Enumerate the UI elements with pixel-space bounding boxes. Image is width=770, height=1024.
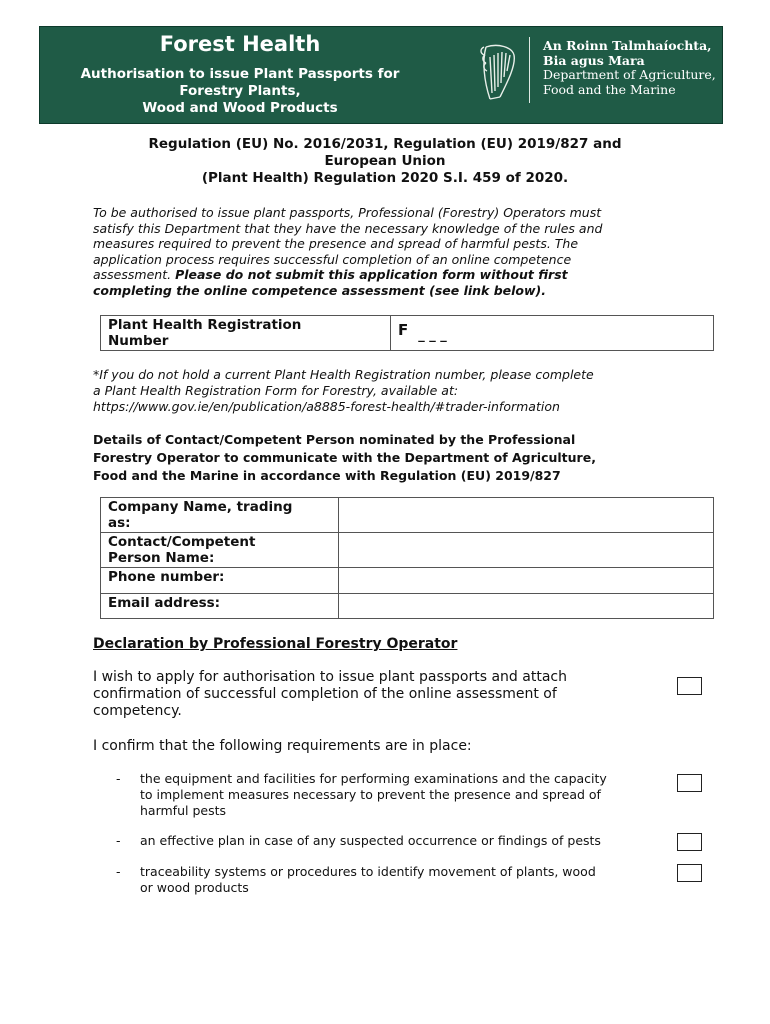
intro-line: measures required to prevent the presence and spread of harmful pests. The	[93, 236, 579, 251]
intro-paragraph	[93, 205, 693, 298]
requirement-line: to implement measures necessary to prevent the presence and spread of	[140, 787, 601, 802]
harp-icon	[478, 41, 518, 103]
company-name-field[interactable]	[339, 498, 714, 533]
apply-checkbox[interactable]	[677, 677, 702, 695]
label-line: Phone number:	[108, 569, 225, 585]
phone-number-field[interactable]	[339, 568, 714, 594]
email-address-label	[101, 594, 339, 619]
intro-line: satisfy this Department that they have the necessary knowledge of the rules and	[93, 220, 603, 236]
intro-warning: completing the online competence assessment (see link below).	[93, 282, 547, 298]
contact-details-heading	[93, 431, 693, 485]
registration-placeholder: _ _ _	[418, 328, 447, 343]
company-name-label	[101, 498, 339, 533]
regulation-line: Regulation (EU) No. 2016/2031, Regulation (EU) 2019/827 and	[148, 136, 622, 152]
intro-text: assessment.	[93, 267, 172, 282]
regulation-line: European Union	[324, 153, 446, 169]
requirement-line: harmful pests	[140, 803, 226, 818]
email-address-field[interactable]	[339, 594, 714, 619]
requirement-line: or wood products	[140, 880, 249, 895]
label-line: Company Name, trading	[108, 499, 293, 515]
details-line: Forestry Operator to communicate with the Department of Agriculture,	[93, 450, 596, 465]
requirement-item	[140, 864, 675, 896]
department-english-line: Food and the Marine	[543, 81, 676, 97]
bullet-marker: -	[116, 833, 121, 848]
apply-line: I wish to apply for authorisation to issue plant passports and attach	[93, 669, 567, 685]
label-line: Contact/Competent	[108, 534, 256, 550]
subtitle-line: Authorisation to issue Plant Passports for	[80, 66, 400, 82]
apply-line: confirmation of successful completion of the online assessment of	[93, 686, 557, 702]
confirm-statement: I confirm that the following requirements are in place:	[93, 738, 472, 754]
equipment-checkbox[interactable]	[677, 774, 702, 792]
regulation-line: (Plant Health) Regulation 2020 S.I. 459 of 2020.	[201, 170, 569, 186]
registration-label-line: Number	[108, 333, 169, 349]
label-line: Person Name:	[108, 550, 215, 566]
intro-line: To be authorised to issue plant passports, Professional (Forestry) Operators must	[93, 205, 602, 220]
declaration-heading: Declaration by Professional Forestry Operator	[93, 636, 458, 652]
header-banner	[39, 26, 723, 124]
subtitle-line: Forestry Plants,	[179, 83, 301, 99]
page-subtitle	[40, 66, 440, 117]
contact-table	[100, 497, 714, 619]
requirement-item	[140, 833, 675, 849]
registration-prefix: F	[398, 321, 409, 339]
details-line: Food and the Marine in accordance with Regulation (EU) 2019/827	[93, 468, 561, 483]
intro-line: application process requires successful completion of an online competence	[93, 251, 572, 267]
department-english-line: Department of Agriculture,	[543, 67, 716, 82]
department-name	[543, 39, 716, 97]
table-row	[101, 498, 714, 533]
regulation-heading	[80, 136, 690, 187]
label-line: as:	[108, 515, 131, 531]
label-line: Email address:	[108, 595, 221, 611]
note-link[interactable]: https://www.gov.ie/en/publication/a8885-forest-health/#trader-information	[93, 399, 560, 414]
requirement-line: the equipment and facilities for performing examinations and the capacity	[140, 771, 607, 786]
registration-label-line: Plant Health Registration	[108, 317, 302, 333]
contact-person-field[interactable]	[339, 533, 714, 568]
requirement-line: traceability systems or procedures to identify movement of plants, wood	[140, 864, 596, 879]
plan-checkbox[interactable]	[677, 833, 702, 851]
requirement-line: an effective plan in case of any suspected occurrence or findings of pests	[140, 833, 601, 848]
requirement-item	[140, 771, 675, 819]
bullet-marker: -	[116, 864, 121, 879]
department-irish-line: An Roinn Talmhaíochta,	[543, 38, 712, 53]
banner-divider	[529, 37, 530, 103]
intro-line	[93, 283, 693, 299]
registration-number-field[interactable]	[391, 316, 714, 351]
department-irish-line: Bia agus Mara	[543, 52, 645, 68]
banner-titles	[40, 27, 440, 117]
bullet-marker: -	[116, 771, 121, 786]
table-row	[101, 594, 714, 619]
registration-note	[93, 367, 693, 415]
apply-statement	[93, 669, 653, 720]
details-line: Details of Contact/Competent Person nominated by the Professional	[93, 432, 576, 447]
phone-number-label	[101, 568, 339, 594]
registration-label	[101, 316, 391, 351]
subtitle-line: Wood and Wood Products	[142, 100, 338, 116]
contact-person-label	[101, 533, 339, 568]
page-title: Forest Health	[159, 32, 321, 56]
traceability-checkbox[interactable]	[677, 864, 702, 882]
registration-table	[100, 315, 714, 351]
intro-warning: Please do not submit this application form without first	[175, 267, 568, 282]
intro-line	[93, 267, 693, 283]
note-line: *If you do not hold a current Plant Health Registration number, please complete	[93, 367, 594, 382]
table-row	[101, 533, 714, 568]
note-line: a Plant Health Registration Form for Forestry, available at:	[93, 383, 459, 398]
apply-line: competency.	[93, 703, 182, 719]
table-row	[101, 568, 714, 594]
